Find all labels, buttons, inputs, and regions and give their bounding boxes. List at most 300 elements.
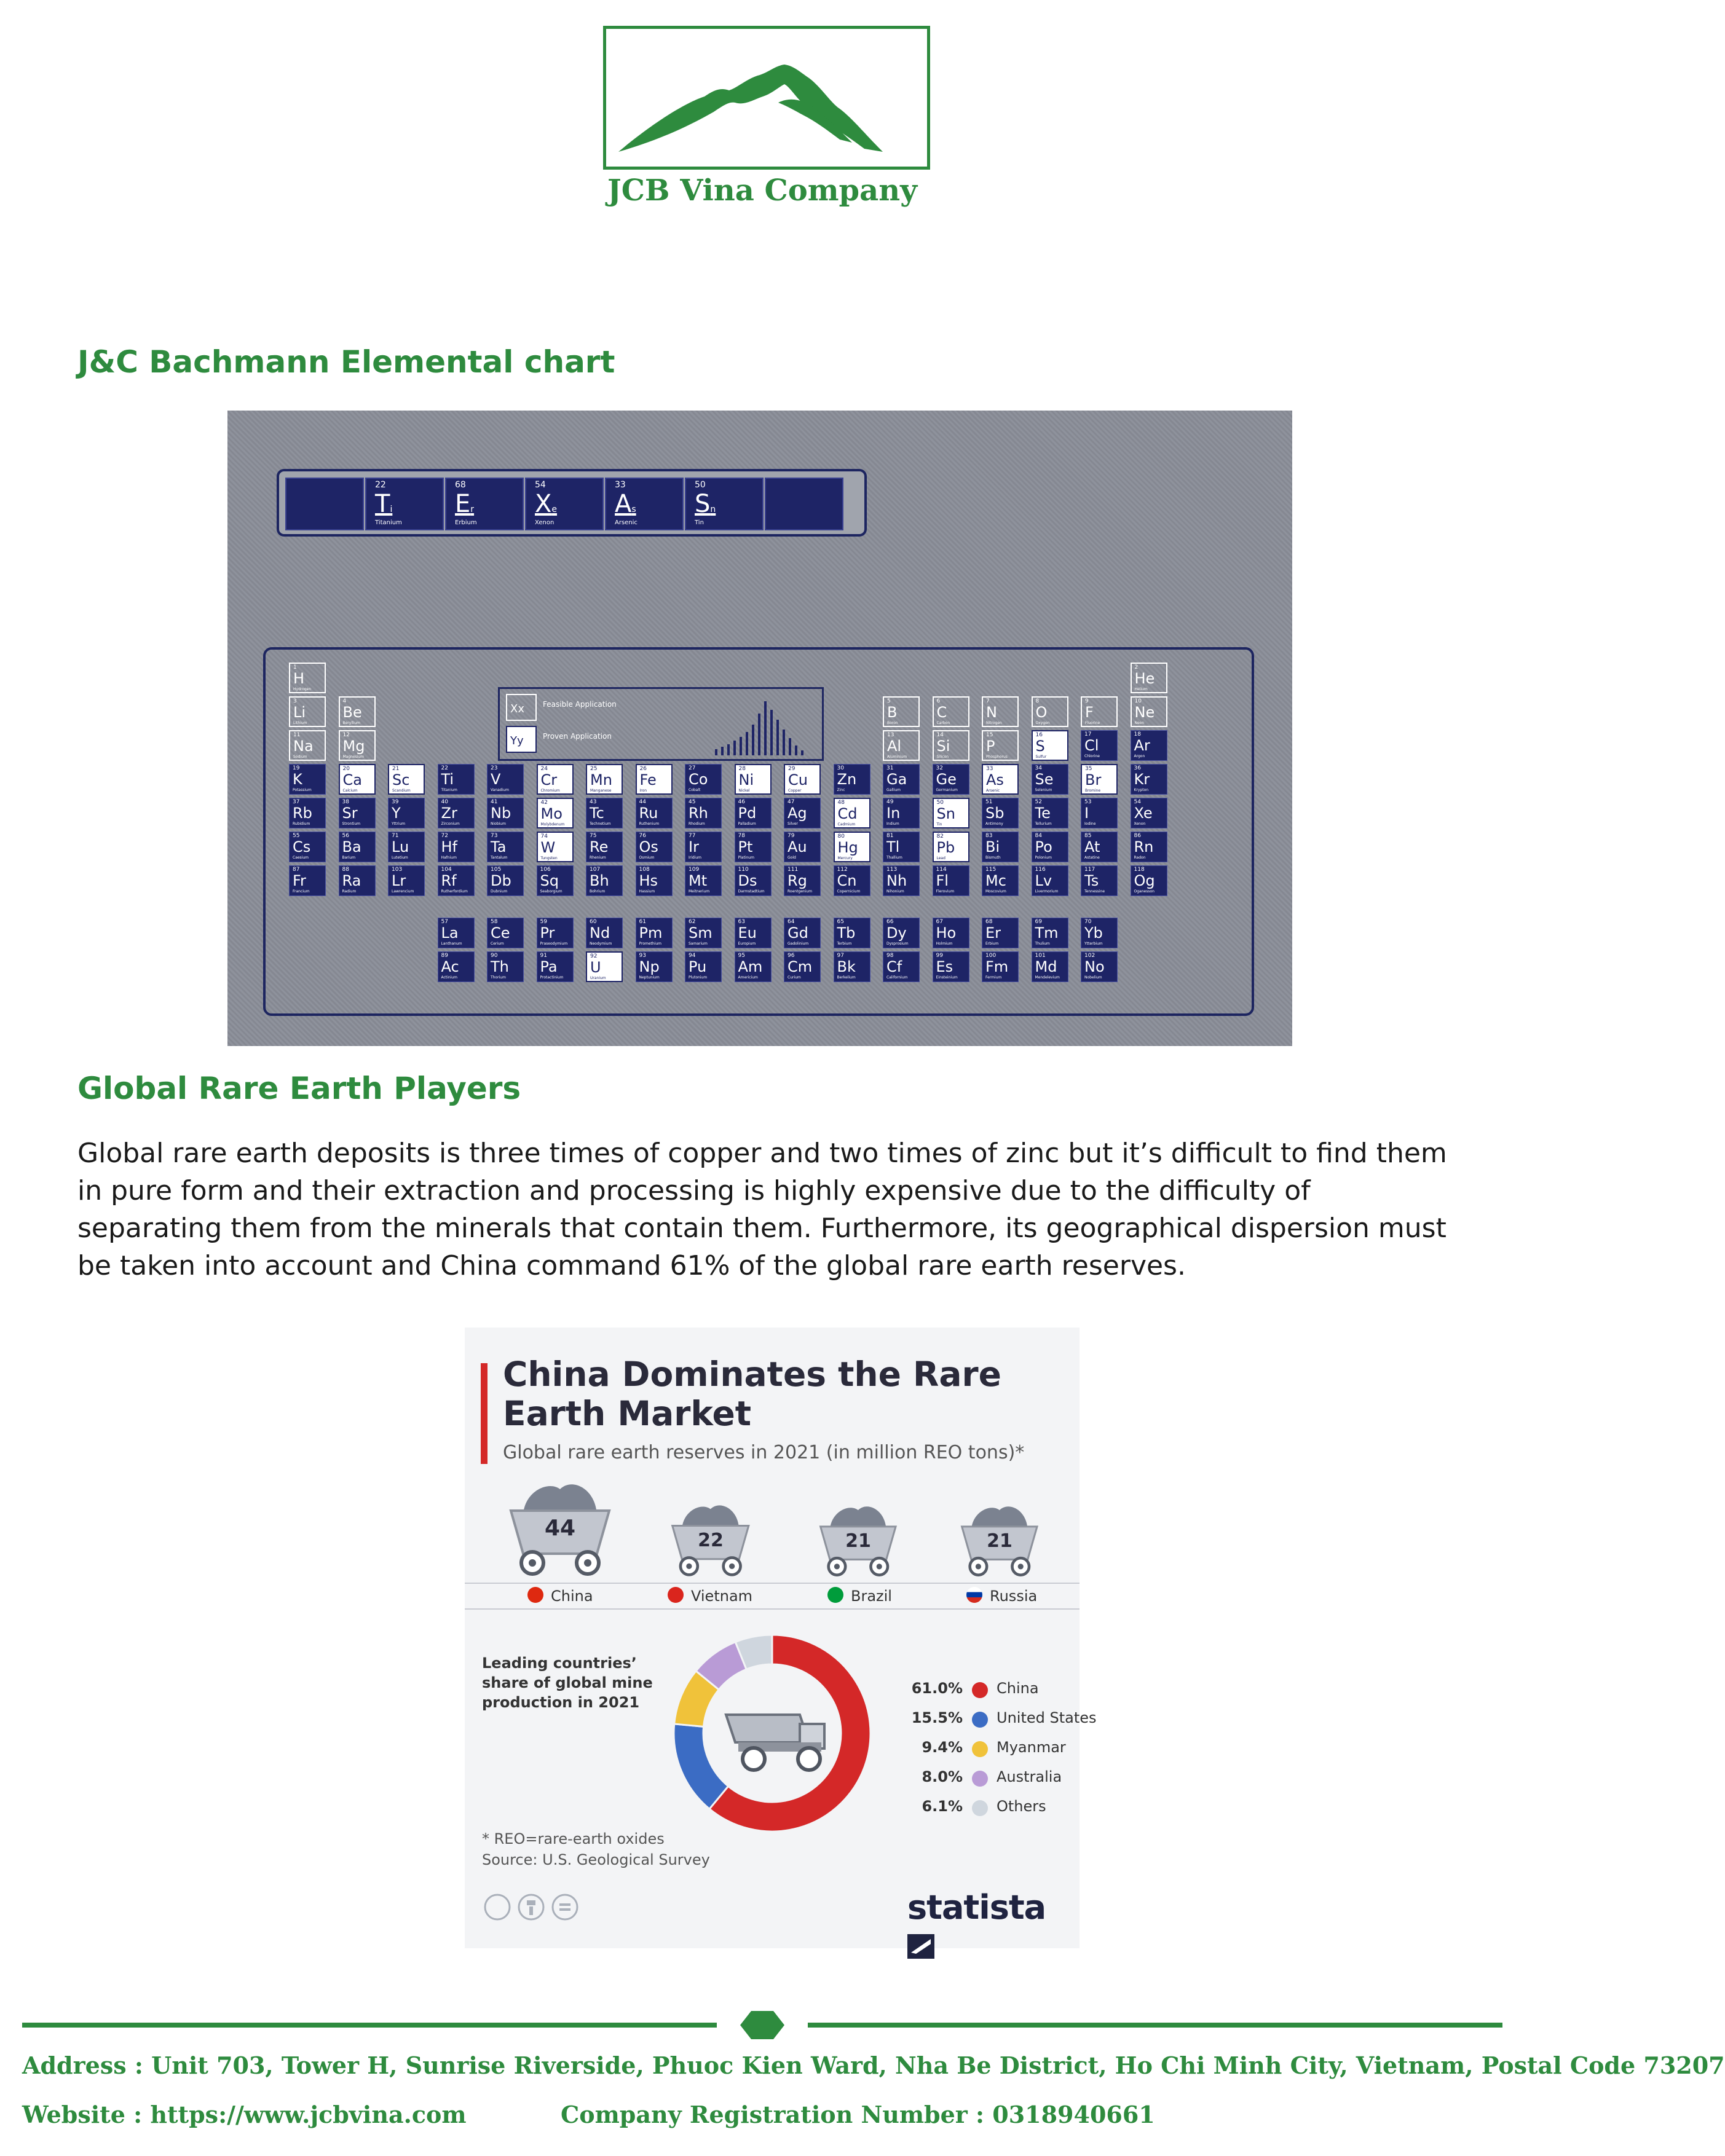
element-tile xyxy=(784,764,821,795)
element-tile xyxy=(784,918,821,948)
element-number: 65 xyxy=(837,919,844,925)
chart-banner xyxy=(277,469,867,537)
element-name: Zirconium xyxy=(441,822,460,826)
element-name: Nihonium xyxy=(886,889,904,894)
element-symbol: W xyxy=(540,839,556,856)
element-number: 114 xyxy=(936,867,947,873)
element-tile xyxy=(784,865,821,896)
element-symbol: Cd xyxy=(837,805,858,822)
element-tile xyxy=(933,832,969,862)
element-symbol: Se xyxy=(1035,771,1054,788)
element-number: 34 xyxy=(1035,765,1042,771)
element-name: Tungsten xyxy=(540,856,558,860)
element-name: Fermium xyxy=(985,975,1002,980)
element-name: Silver xyxy=(788,822,798,826)
element-symbol: Ag xyxy=(788,805,807,822)
infographic-title-line2: Earth Market xyxy=(503,1394,752,1433)
element-symbol: Pt xyxy=(738,838,753,856)
element-tile xyxy=(339,798,376,828)
element-name: Mendelevium xyxy=(1035,975,1060,980)
section-heading-rare-earth-players: Global Rare Earth Players xyxy=(77,1071,521,1106)
element-tile xyxy=(933,865,969,896)
element-tile xyxy=(1032,951,1068,982)
element-number: 96 xyxy=(788,953,795,959)
element-name: Tennessine xyxy=(1084,889,1105,894)
element-tile xyxy=(636,951,673,982)
element-tile xyxy=(883,764,920,795)
element-tile xyxy=(784,951,821,982)
element-symbol: Rn xyxy=(1134,838,1154,856)
element-name: Tellurium xyxy=(1035,822,1052,826)
element-name: Rubidium xyxy=(293,822,310,826)
element-tile xyxy=(1032,798,1068,828)
element-number: 28 xyxy=(738,766,746,772)
donut-slice xyxy=(674,1724,728,1809)
element-number: 88 xyxy=(342,867,349,873)
element-number: 98 xyxy=(886,953,894,959)
reserves-chart xyxy=(465,1328,1080,1586)
element-tile xyxy=(289,730,326,761)
element-symbol: Ta xyxy=(491,838,507,856)
element-number: 83 xyxy=(985,833,993,839)
element-number: 59 xyxy=(540,919,547,925)
element-tile xyxy=(586,865,623,896)
element-name: Europium xyxy=(738,942,756,946)
banner-number: 54 xyxy=(535,480,546,490)
element-name: Sulfur xyxy=(1035,755,1047,759)
element-name: Neon xyxy=(1134,721,1145,725)
element-number: 56 xyxy=(342,833,349,839)
element-symbol: Rh xyxy=(689,805,708,822)
element-number: 50 xyxy=(936,800,944,806)
element-name: Cobalt xyxy=(689,788,701,792)
element-tile xyxy=(537,832,574,862)
element-symbol: Rf xyxy=(441,872,457,889)
element-name: Meitnerium xyxy=(689,889,710,894)
country-labels-bar xyxy=(465,1583,1080,1610)
element-tile xyxy=(388,865,425,896)
element-symbol: No xyxy=(1084,958,1105,975)
element-number: 107 xyxy=(590,867,601,873)
banner-symbol: Sn xyxy=(695,490,716,518)
element-name: Bismuth xyxy=(985,856,1001,860)
element-tile xyxy=(388,798,425,828)
legend-percent: 6.1% xyxy=(922,1798,963,1815)
element-number: 108 xyxy=(639,867,650,873)
element-number: 78 xyxy=(738,833,745,839)
element-number: 80 xyxy=(837,833,845,840)
element-number: 82 xyxy=(936,833,944,840)
element-symbol: Np xyxy=(639,958,660,975)
element-symbol: Ar xyxy=(1134,737,1150,754)
footer-address: Address : Unit 703, Tower H, Sunrise Riverside, Phuoc Kien Ward, Nha Be District, Ho Chi Minh City, Vietnam, Postal Code 73207 xyxy=(22,2052,1725,2079)
element-number: 93 xyxy=(639,953,646,959)
element-tile xyxy=(685,798,722,828)
element-name: Polonium xyxy=(1035,856,1052,860)
footer-website[interactable]: Website : https://www.jcbvina.com xyxy=(22,2101,467,2128)
banner-blank-tile xyxy=(765,478,843,530)
element-tile xyxy=(1032,832,1068,862)
element-number: 10 xyxy=(1134,698,1142,704)
element-tile xyxy=(834,918,870,948)
share-chart-label: Leading countries’ share of global mine production in 2021 xyxy=(482,1654,653,1711)
banner-name: Titanium xyxy=(375,519,402,526)
section-heading-elemental-chart: J&C Bachmann Elemental chart xyxy=(77,344,615,380)
element-symbol: Eu xyxy=(738,924,757,942)
element-number: 113 xyxy=(886,867,898,873)
element-symbol: Si xyxy=(936,738,950,755)
element-number: 95 xyxy=(738,953,745,959)
element-number: 43 xyxy=(590,799,597,805)
element-name: Potassium xyxy=(293,788,312,792)
element-name: Roentgenium xyxy=(788,889,813,894)
footer-divider xyxy=(22,2011,1502,2039)
element-number: 22 xyxy=(441,765,448,771)
element-symbol: C xyxy=(936,704,947,721)
element-number: 100 xyxy=(985,953,997,959)
banner-element-tile xyxy=(525,478,604,530)
element-name: Flerovium xyxy=(936,889,955,894)
element-tile xyxy=(586,918,623,948)
element-tile xyxy=(1131,798,1167,828)
element-name: Neptunium xyxy=(639,975,660,980)
element-tile xyxy=(1131,865,1167,896)
banner-name: Erbium xyxy=(455,519,477,526)
element-symbol: Cm xyxy=(788,958,813,975)
element-tile xyxy=(784,798,821,828)
element-tile xyxy=(487,764,524,795)
legend-country: Australia xyxy=(997,1768,1062,1785)
element-name: Zinc xyxy=(837,788,845,792)
element-tile xyxy=(636,832,673,862)
element-symbol: Zn xyxy=(837,771,857,788)
element-symbol: Lu xyxy=(392,838,409,856)
element-symbol: Hf xyxy=(441,838,457,856)
element-symbol: Nb xyxy=(491,805,511,822)
element-number: 24 xyxy=(540,766,548,772)
element-name: Chromium xyxy=(540,789,560,793)
legend-swatch xyxy=(972,1712,988,1728)
element-name: Helium xyxy=(1134,687,1148,691)
element-symbol: Ir xyxy=(689,838,699,856)
element-number: 67 xyxy=(936,919,943,925)
element-tile xyxy=(685,951,722,982)
legend-country: United States xyxy=(997,1709,1097,1726)
element-symbol: Bi xyxy=(985,838,1000,856)
element-number: 79 xyxy=(788,833,795,839)
element-number: 39 xyxy=(392,799,399,805)
hexagon-icon xyxy=(740,2011,784,2039)
banner-element-tile xyxy=(365,478,444,530)
element-number: 64 xyxy=(788,919,795,925)
elemental-chart-image xyxy=(227,411,1292,1046)
element-tile xyxy=(735,951,772,982)
element-name: Praseodymium xyxy=(540,942,568,946)
element-tile xyxy=(982,832,1019,862)
element-tile xyxy=(834,865,870,896)
element-symbol: Er xyxy=(985,924,1001,942)
element-tile xyxy=(537,951,574,982)
element-symbol: P xyxy=(986,738,995,755)
legend-percent: 9.4% xyxy=(922,1739,963,1756)
element-symbol: Sm xyxy=(689,924,712,942)
element-name: Nobelium xyxy=(1084,975,1102,980)
element-name: Neodymium xyxy=(590,942,612,946)
element-symbol: F xyxy=(1085,704,1094,721)
element-number: 48 xyxy=(837,800,845,806)
banner-number: 50 xyxy=(695,480,706,490)
element-name: Xenon xyxy=(1134,822,1146,826)
element-name: Oganesson xyxy=(1134,889,1155,894)
element-tile xyxy=(883,696,920,727)
element-symbol: Pd xyxy=(738,805,757,822)
vietnam-flag-icon xyxy=(668,1587,684,1603)
banner-number: 68 xyxy=(455,480,466,490)
element-symbol: Hg xyxy=(837,839,858,856)
element-name: Americium xyxy=(738,975,758,980)
element-symbol: Be xyxy=(342,704,362,721)
element-symbol: Fr xyxy=(293,872,306,889)
element-tile xyxy=(933,696,969,727)
element-symbol: Xe xyxy=(1134,805,1153,822)
element-number: 72 xyxy=(441,833,448,839)
element-number: 41 xyxy=(491,799,498,805)
statista-logo xyxy=(907,1888,1080,1965)
source-note: Source: U.S. Geological Survey xyxy=(482,1851,710,1868)
element-number: 21 xyxy=(392,766,400,772)
element-number: 33 xyxy=(986,766,993,772)
element-name: Oxygen xyxy=(1035,721,1050,725)
element-number: 17 xyxy=(1084,731,1092,738)
infographic-subtitle: Global rare earth reserves in 2021 (in million REO tons)* xyxy=(503,1442,1025,1463)
element-number: 18 xyxy=(1134,731,1141,738)
element-tile xyxy=(735,865,772,896)
element-name: Carbon xyxy=(936,721,950,725)
element-tile xyxy=(933,951,969,982)
banner-number: 22 xyxy=(375,480,386,490)
element-number: 99 xyxy=(936,953,943,959)
element-tile xyxy=(982,865,1019,896)
element-number: 23 xyxy=(491,765,498,771)
element-symbol: Th xyxy=(491,958,509,975)
element-tile xyxy=(933,730,969,761)
element-tile xyxy=(487,832,524,862)
element-symbol: Md xyxy=(1035,958,1057,975)
element-number: 4 xyxy=(342,698,347,704)
element-name: Thulium xyxy=(1035,942,1050,946)
element-number: 81 xyxy=(886,833,894,839)
element-name: Holmium xyxy=(936,942,953,946)
element-name: Iron xyxy=(639,789,647,793)
element-name: Francium xyxy=(293,889,310,894)
element-tile xyxy=(883,865,920,896)
element-name: Livermorium xyxy=(1035,889,1059,894)
element-name: Einsteinium xyxy=(936,975,958,980)
element-name: Tantalum xyxy=(491,856,508,860)
element-tile xyxy=(438,918,475,948)
element-symbol: Hs xyxy=(639,872,658,889)
element-name: Platinum xyxy=(738,856,754,860)
element-number: 69 xyxy=(1035,919,1042,925)
element-symbol: Pm xyxy=(639,924,663,942)
legend-proven-swatch xyxy=(506,726,537,753)
element-number: 35 xyxy=(1085,766,1092,772)
element-tile xyxy=(1081,865,1118,896)
banner-symbol: Ti xyxy=(375,490,393,518)
legend-percent: 61.0% xyxy=(911,1680,963,1697)
banner-name: Tin xyxy=(695,519,704,526)
element-symbol: Tc xyxy=(590,805,604,822)
element-tile xyxy=(339,865,376,896)
element-symbol: U xyxy=(590,959,601,976)
country-label: Brazil xyxy=(851,1587,892,1605)
element-name: Dubnium xyxy=(491,889,508,894)
element-symbol: Co xyxy=(689,771,708,788)
element-symbol: Ti xyxy=(441,771,454,788)
reserve-value-label: 21 xyxy=(987,1530,1012,1552)
element-symbol: Sn xyxy=(936,805,955,822)
element-name: Calcium xyxy=(342,789,358,793)
element-number: 104 xyxy=(441,867,452,873)
element-tile xyxy=(339,696,376,727)
legend-proven-symbol: Yy xyxy=(510,734,524,747)
element-tile xyxy=(685,764,722,795)
element-name: Osmium xyxy=(639,856,655,860)
element-name: Berkelium xyxy=(837,975,856,980)
element-name: Sodium xyxy=(293,755,307,759)
banner-symbol: Xe xyxy=(535,490,558,518)
element-name: Copper xyxy=(788,789,802,793)
element-tile xyxy=(1032,730,1068,761)
element-symbol: S xyxy=(1035,738,1045,755)
element-number: 53 xyxy=(1084,799,1092,805)
element-number: 74 xyxy=(540,833,548,840)
element-number: 86 xyxy=(1134,833,1141,839)
license-icons xyxy=(482,1892,586,1925)
element-symbol: At xyxy=(1084,838,1100,856)
element-number: 54 xyxy=(1134,799,1141,805)
banner-element-tile xyxy=(685,478,764,530)
element-tile xyxy=(289,798,326,828)
legend-swatch xyxy=(972,1741,988,1757)
element-number: 62 xyxy=(689,919,696,925)
element-name: Radon xyxy=(1134,856,1146,860)
element-name: Copernicium xyxy=(837,889,861,894)
element-tile xyxy=(883,730,920,761)
element-tile xyxy=(1131,730,1167,761)
element-number: 73 xyxy=(491,833,498,839)
element-number: 20 xyxy=(342,766,350,772)
element-name: Argon xyxy=(1134,754,1145,758)
legend-feasible-swatch xyxy=(506,694,537,721)
element-number: 38 xyxy=(342,799,349,805)
reo-footnote: * REO=rare-earth oxides xyxy=(482,1830,665,1847)
element-tile xyxy=(586,832,623,862)
element-name: Erbium xyxy=(985,942,999,946)
element-number: 42 xyxy=(540,800,548,806)
element-name: Ruthenium xyxy=(639,822,660,826)
element-name: Lanthanum xyxy=(441,942,462,946)
element-name: Scandium xyxy=(392,789,411,793)
element-symbol: Mn xyxy=(590,771,612,789)
element-name: Mercury xyxy=(837,856,853,860)
element-name: Technetium xyxy=(590,822,611,826)
element-symbol: Lv xyxy=(1035,872,1052,889)
element-name: Vanadium xyxy=(491,788,509,792)
element-symbol: Fm xyxy=(985,958,1009,975)
element-number: 9 xyxy=(1085,698,1089,704)
element-name: Thorium xyxy=(491,975,506,980)
legend-country: Myanmar xyxy=(997,1739,1066,1756)
element-tile xyxy=(982,730,1019,761)
element-symbol: Na xyxy=(293,738,314,755)
element-number: 115 xyxy=(985,867,997,873)
element-name: Caesium xyxy=(293,856,309,860)
element-tile xyxy=(586,798,623,828)
element-symbol: B xyxy=(887,704,898,721)
element-symbol: Nd xyxy=(590,924,610,942)
element-name: Iridium xyxy=(689,856,702,860)
element-name: Iodine xyxy=(1084,822,1096,826)
legend-country: China xyxy=(997,1680,1039,1697)
element-name: Samarium xyxy=(689,942,708,946)
element-symbol: Pa xyxy=(540,958,558,975)
element-tile xyxy=(339,764,376,795)
element-name: Tin xyxy=(936,822,942,827)
element-symbol: Ca xyxy=(342,771,362,789)
element-number: 44 xyxy=(639,799,646,805)
element-name: Aluminium xyxy=(887,755,907,759)
element-tile xyxy=(388,832,425,862)
element-name: Californium xyxy=(886,975,908,980)
china-flag-icon xyxy=(527,1587,543,1603)
russia-flag-icon xyxy=(966,1587,982,1603)
element-symbol: La xyxy=(441,924,459,942)
element-tile xyxy=(1131,832,1167,862)
element-symbol: Rg xyxy=(788,872,807,889)
element-tile xyxy=(834,798,870,828)
element-symbol: Ra xyxy=(342,872,361,889)
element-name: Hassium xyxy=(639,889,655,894)
element-tile xyxy=(735,918,772,948)
element-name: Darmstadtium xyxy=(738,889,765,894)
legend-feasible-label: Feasible Application xyxy=(543,700,617,709)
legend-feasible-symbol: Xx xyxy=(510,702,524,715)
production-share-donut xyxy=(668,1629,877,1838)
element-symbol: Ac xyxy=(441,958,459,975)
element-number: 15 xyxy=(986,732,993,738)
element-symbol: Mt xyxy=(689,872,708,889)
element-symbol: Ba xyxy=(342,838,361,856)
element-name: Manganese xyxy=(590,789,612,793)
element-symbol: Cf xyxy=(886,958,902,975)
element-name: Lawrencium xyxy=(392,889,414,894)
element-symbol: Yb xyxy=(1084,924,1103,942)
element-tile xyxy=(1131,764,1167,795)
element-tile xyxy=(537,865,574,896)
element-tile xyxy=(289,696,326,727)
element-name: Moscovium xyxy=(985,889,1006,894)
element-number: 68 xyxy=(985,919,993,925)
element-number: 90 xyxy=(491,953,498,959)
element-symbol: Ne xyxy=(1134,704,1155,721)
statista-wordmark: statista xyxy=(907,1888,1046,1927)
element-name: Thallium xyxy=(886,856,902,860)
element-number: 46 xyxy=(738,799,745,805)
legend-percent: 15.5% xyxy=(911,1709,963,1726)
element-name: Lithium xyxy=(293,721,307,725)
element-symbol: Al xyxy=(887,738,902,755)
